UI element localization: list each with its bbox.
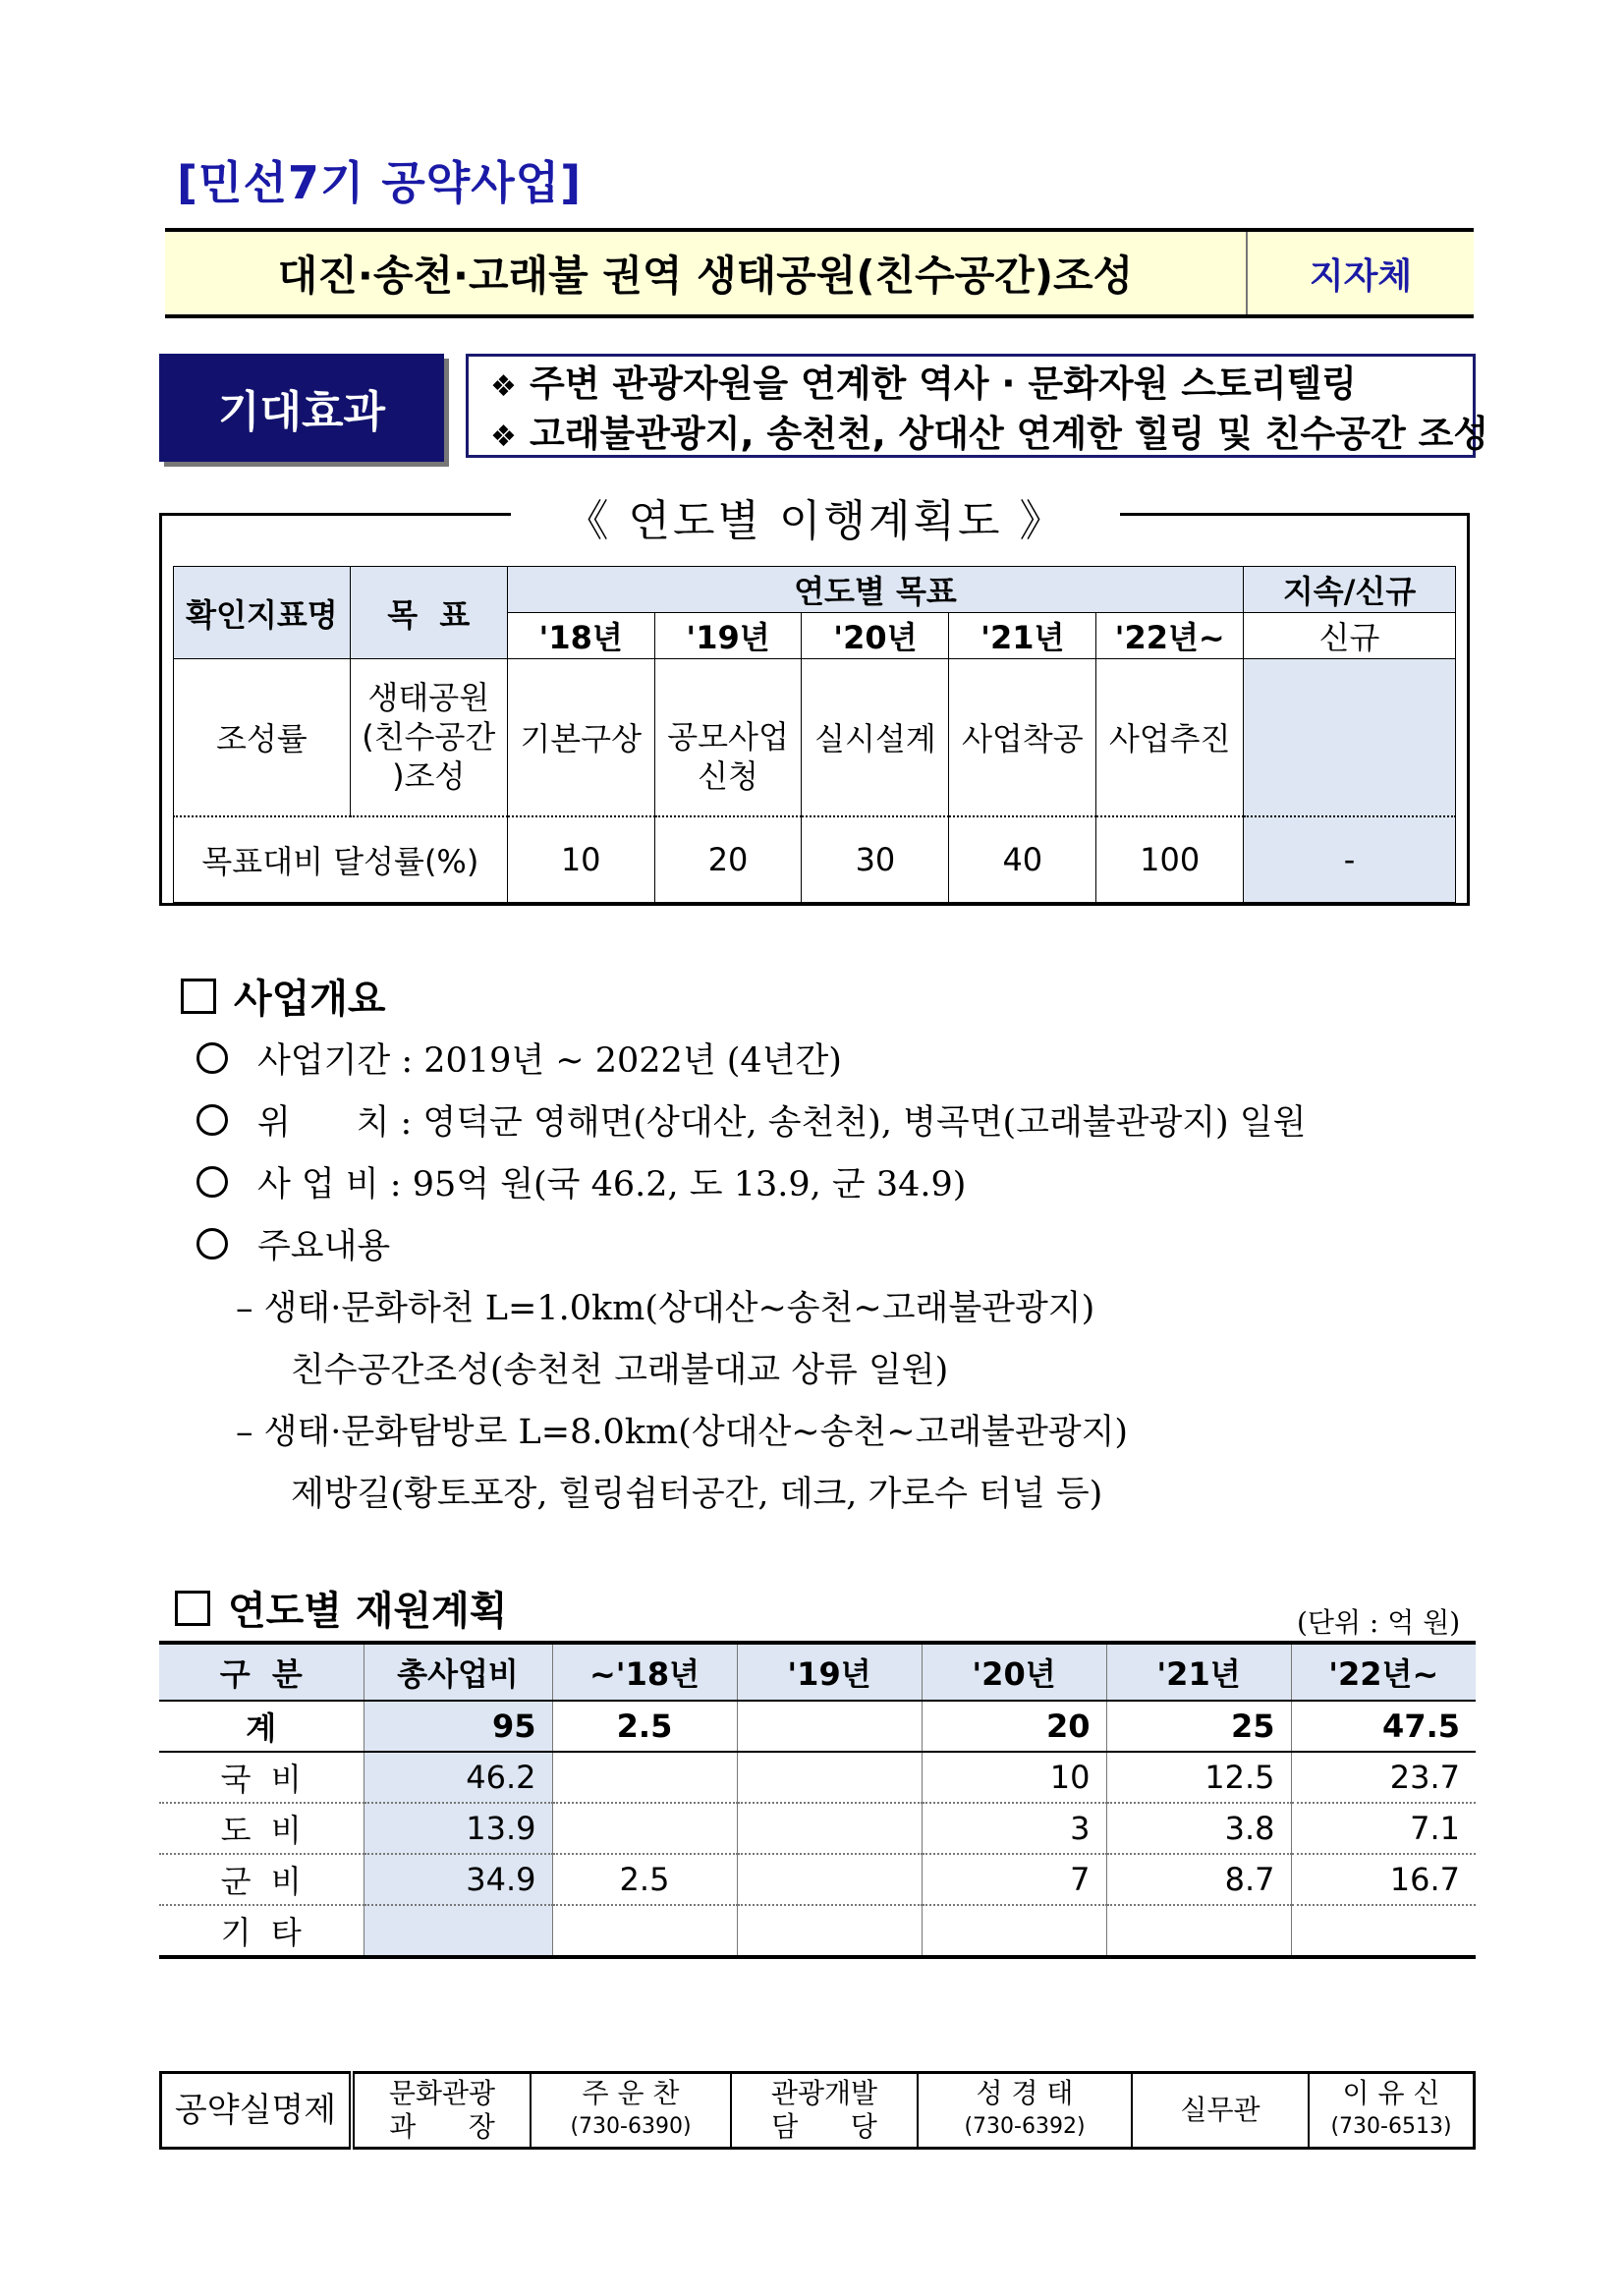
plan-year: '20년 — [802, 613, 949, 659]
plan-status-cell — [1244, 659, 1456, 816]
footer-role: 문화관광 과 장 — [352, 2073, 531, 2149]
plan-year: '21년 — [949, 613, 1096, 659]
effect-item: ❖ 주변 관광자원을 연계한 역사 · 문화자원 스토리텔링 — [490, 361, 1473, 411]
plan-rate-status: - — [1244, 816, 1456, 903]
plan-year: '18년 — [507, 613, 654, 659]
overview-item: 위 치 : 영덕군 영해면(상대산, 송천천), 병곡면(고래불관광지) 일원 — [196, 1095, 1306, 1145]
plan-table — [173, 566, 1456, 903]
plan-status-value: 신규 — [1244, 613, 1456, 659]
budget-header: '21년 — [1106, 1643, 1291, 1701]
table-row: 국 비 46.2 10 12.5 23.7 — [159, 1752, 1476, 1803]
overview-item: 사업기간 : 2019년 ~ 2022년 (4년간) — [196, 1034, 842, 1083]
overview-detail: 친수공간조성(송천천 고래불대교 상류 일원) — [291, 1351, 949, 1390]
plan-col-yearly: 연도별 목표 — [507, 567, 1243, 613]
budget-header: '20년 — [922, 1643, 1106, 1701]
diamond-bullet-icon: ❖ — [490, 420, 517, 454]
circle-bullet-icon — [196, 1104, 228, 1136]
overview-item: 사 업 비 : 95억 원(국 46.2, 도 13.9, 군 34.9) — [196, 1157, 966, 1206]
overview-detail: – 생태·문화하천 L=1.0km(상대산~송천~고래불관광지) — [236, 1289, 1095, 1328]
plan-step: 기본구상 — [507, 659, 654, 816]
footer-table — [159, 2071, 1476, 2150]
footer-name: 주 운 찬 (730-6390) — [531, 2073, 731, 2149]
plan-col-indicator: 확인지표명 — [174, 567, 351, 659]
table-row: 군 비 34.9 2.5 7 8.7 16.7 — [159, 1854, 1476, 1905]
budget-title: 연도별 재원계획 — [175, 1580, 507, 1636]
plan-goal-value: 생태공원 (친수공간 )조성 — [350, 659, 507, 816]
page-title: 대진·송천·고래불 권역 생태공원(친수공간)조성 — [277, 252, 1134, 300]
plan-col-status: 지속/신규 — [1244, 567, 1456, 613]
circle-bullet-icon — [196, 1228, 228, 1260]
budget-header: '19년 — [737, 1643, 922, 1701]
plan-step: 공모사업 신청 — [654, 659, 802, 816]
circle-bullet-icon — [196, 1166, 228, 1198]
diamond-bullet-icon: ❖ — [490, 369, 517, 404]
plan-step: 사업추진 — [1096, 659, 1244, 816]
title-box — [165, 228, 1474, 318]
plan-rate-value: 100 — [1096, 816, 1244, 903]
budget-header: 구 분 — [159, 1643, 364, 1701]
plan-indicator-value: 조성률 — [174, 659, 351, 816]
budget-unit: (단위 : 억 원) — [1297, 1606, 1461, 1639]
circle-bullet-icon — [196, 1042, 228, 1074]
plan-step: 사업착공 — [949, 659, 1096, 816]
plan-rate-value: 20 — [654, 816, 802, 903]
table-row: 도 비 13.9 3 3.8 7.1 — [159, 1803, 1476, 1854]
overview-detail: 제방길(황토포장, 힐링쉼터공간, 데크, 가로수 터널 등) — [291, 1475, 1103, 1514]
plan-col-goal: 목 표 — [350, 567, 507, 659]
plan-year: '22년~ — [1096, 613, 1244, 659]
plan-rate-value: 10 — [507, 816, 654, 903]
title-side-label: 지자체 — [1246, 232, 1474, 314]
budget-header: '22년~ — [1291, 1643, 1476, 1701]
footer-name: 성 경 태 (730-6392) — [918, 2073, 1132, 2149]
overview-title: 사업개요 — [181, 968, 386, 1024]
square-bullet-icon — [181, 979, 216, 1014]
plan-rate-value: 40 — [949, 816, 1096, 903]
footer-name: 이 유 신 (730-6513) — [1309, 2073, 1475, 2149]
table-row: 계 95 2.5 20 25 47.5 — [159, 1701, 1476, 1752]
effects-box — [466, 354, 1489, 458]
budget-header: 총사업비 — [364, 1643, 552, 1701]
header-tag: [민선7기 공약사업] — [177, 156, 583, 209]
square-bullet-icon — [175, 1591, 210, 1626]
plan-year: '19년 — [654, 613, 802, 659]
effect-item: ❖ 고래불관광지, 송천천, 상대산 연계한 힐링 및 친수공간 조성 — [490, 411, 1473, 461]
effects-label: 기대효과 — [159, 354, 444, 462]
plan-rate-label: 목표대비 달성률(%) — [174, 816, 508, 903]
plan-heading: 《 연도별 이행계획도 》 — [511, 485, 1120, 548]
budget-table — [159, 1641, 1476, 1959]
footer-role: 실무관 — [1132, 2073, 1309, 2149]
plan-step: 실시설계 — [802, 659, 949, 816]
table-row: 기 타 — [159, 1905, 1476, 1957]
budget-header: ~'18년 — [552, 1643, 737, 1701]
footer-role: 관광개발 담 당 — [731, 2073, 918, 2149]
footer-label: 공약실명제 — [174, 2091, 337, 2130]
overview-item: 주요내용 — [196, 1219, 390, 1268]
overview-detail: – 생태·문화탐방로 L=8.0km(상대산~송천~고래불관광지) — [236, 1413, 1129, 1452]
plan-rate-value: 30 — [802, 816, 949, 903]
